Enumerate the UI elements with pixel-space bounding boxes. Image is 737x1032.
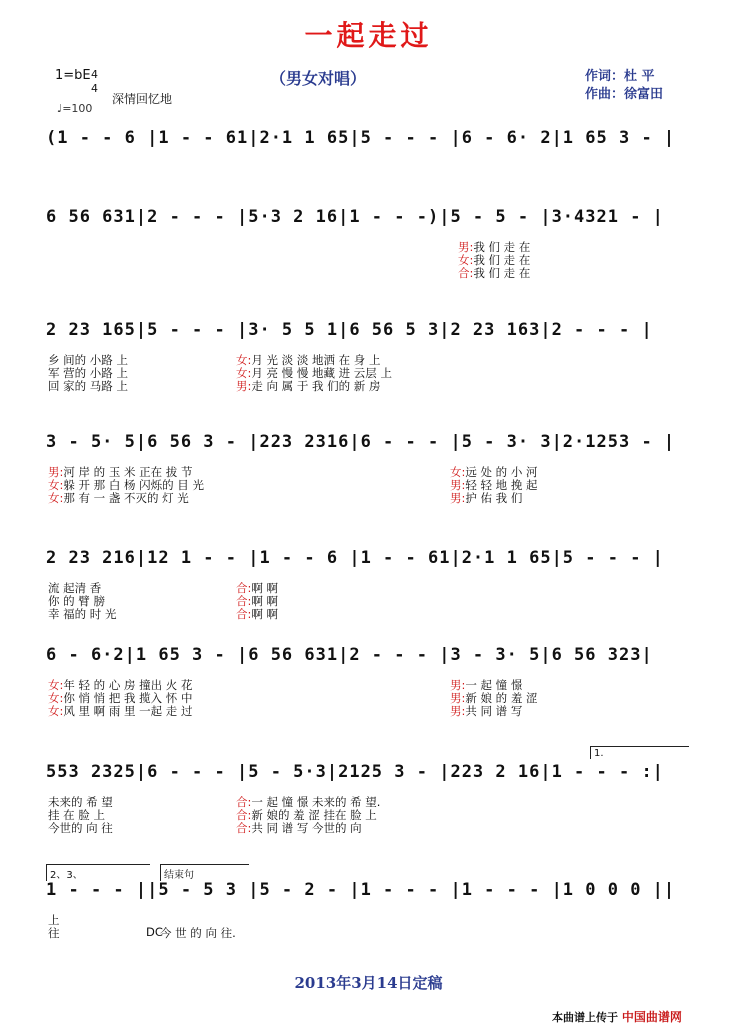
lyric-line [48, 490, 189, 506]
credits [585, 68, 663, 104]
lyric-text: 远 处 的 小 河 [465, 465, 538, 479]
singer-role: 合: [236, 607, 252, 621]
singer-role: 合: [236, 821, 252, 835]
time-signature [91, 68, 98, 96]
lyric-text: 风 里 啊 雨 里 一起 走 过 [63, 704, 193, 718]
singer-role: 女: [48, 478, 64, 492]
notation-line: (1 - - 6 |1 - - 61|2·1 1 65|5 - - - |6 - 6· 2|1 65 3 - | [46, 128, 676, 148]
singer-role: 合: [236, 795, 252, 809]
lyric-line-second [450, 703, 522, 719]
singer-role: 女: [236, 353, 252, 367]
lyric-text: 一 起 憧 憬 未来的 希 望. [251, 795, 381, 809]
da-capo-mark: DC [146, 925, 163, 939]
lyric-text: 上 [48, 913, 60, 927]
key-signature [55, 68, 98, 95]
lyric-text: 未来的 希 望 [48, 795, 113, 809]
score-system [0, 207, 737, 307]
singer-role: 女: [48, 691, 64, 705]
lyric-text: 年 轻 的 心 房 撞出 火 花 [63, 678, 193, 692]
score-system [0, 870, 737, 980]
lyric-text: 挂 在 脸 上 [48, 808, 105, 822]
key-note: bE [74, 68, 91, 83]
lyric-text: 你 悄 悄 把 我 揽入 怀 中 [63, 691, 193, 705]
singer-role: 女: [48, 678, 64, 692]
lyric-text: 啊 啊 [251, 594, 279, 608]
volta-bracket: 1. [590, 746, 689, 759]
notation-line: 553 2325|6 - - - |5 - 5·3|2125 3 - |223 2 16|1 - - - :| [46, 762, 664, 782]
footer-text: 本曲谱上传于 [552, 1011, 618, 1024]
score-system [0, 432, 737, 532]
score-system [0, 548, 737, 648]
lyric-line-second [450, 490, 522, 506]
notation-line: 1 - - - ||5 - 5 3 |5 - 2 - |1 - - - |1 - - - |1 0 0 0 || [46, 880, 676, 900]
lyric-text: 河 岸 的 玉 米 正在 拔 节 [63, 465, 193, 479]
lyric-line [458, 265, 530, 281]
lyric-text: 新 娘的 羞 涩 挂在 脸 上 [251, 808, 377, 822]
score-system [0, 748, 737, 862]
time-sig-top: 4 [91, 68, 98, 81]
score-system [0, 645, 737, 745]
lyric-line-second [236, 820, 362, 836]
footer [552, 1008, 682, 1025]
lyric-text: 我 们 走 在 [473, 266, 531, 280]
key-prefix: 1= [55, 68, 75, 83]
lyric-text: 啊 啊 [251, 607, 279, 621]
lyric-text: 月 亮 慢 慢 地藏 进 云层 上 [251, 366, 392, 380]
lyricist: 作词：杜 平 [585, 69, 655, 84]
singer-role: 女: [236, 366, 252, 380]
notation-line: 2 23 216|12 1 - - |1 - - 6 |1 - - 61|2·1 1 65|5 - - - | [46, 548, 664, 568]
time-sig-bottom: 4 [91, 82, 98, 95]
date-finalized: 2013年3月14日定稿 [294, 974, 443, 992]
lyric-text: 一 起 憧 憬 [465, 678, 523, 692]
singer-role: 合: [458, 266, 474, 280]
notation-line: 3 - 5· 5|6 56 3 - |223 2316|6 - - - |5 - 3· 3|2·1253 - | [46, 432, 676, 452]
lyric-text: 新 娘 的 羞 涩 [465, 691, 538, 705]
lyric-text: 流 起清 香 [48, 581, 102, 595]
tempo-marking: ♩=100 [57, 102, 93, 115]
lyric-text: 轻 轻 地 挽 起 [465, 478, 538, 492]
volta-bracket: 2、3、 [46, 864, 150, 881]
lyric-text: 军 营的 小路 上 [48, 366, 128, 380]
lyric-text: 躲 开 那 白 杨 闪烁的 目 光 [63, 478, 204, 492]
lyric-text: 幸 福的 时 光 [48, 607, 117, 621]
song-subtitle: （男女对唱） [270, 69, 367, 88]
lyric-text: 我 们 走 在 [473, 240, 531, 254]
lyric-text: 我 们 走 在 [473, 253, 531, 267]
singer-role: 男: [48, 465, 64, 479]
singer-role: 合: [236, 594, 252, 608]
lyric-line-second [160, 925, 236, 941]
lyric-line-second [236, 606, 278, 622]
singer-role: 男: [450, 491, 466, 505]
notation-line: 2 23 165|5 - - - |3· 5 5 1|6 56 5 3|2 23 163|2 - - - | [46, 320, 653, 340]
lyric-text: 今 世 的 向 往. [160, 926, 236, 940]
lyric-text: 共 同 谱 写 今世的 向 [251, 821, 362, 835]
notation-line: 6 - 6·2|1 65 3 - |6 56 631|2 - - - |3 - 3· 5|6 56 323| [46, 645, 653, 665]
singer-role: 男: [450, 704, 466, 718]
singer-role: 合: [236, 808, 252, 822]
singer-role: 男: [236, 379, 252, 393]
singer-role: 女: [48, 704, 64, 718]
lyric-text: 共 同 谱 写 [465, 704, 523, 718]
lyric-text: 你 的 臂 膀 [48, 594, 105, 608]
lyric-text: 今世的 向 往 [48, 821, 113, 835]
lyric-text: 那 有 一 盏 不灭的 灯 光 [63, 491, 189, 505]
lyric-line [48, 925, 60, 941]
site-logo: 中国曲谱网 [621, 1010, 682, 1024]
expression-marking: 深情回忆地 [112, 92, 173, 106]
singer-role: 女: [48, 491, 64, 505]
song-title: 一起走过 [304, 19, 433, 52]
score-system [0, 320, 737, 420]
lyric-text: 月 光 淡 淡 地洒 在 身 上 [251, 353, 381, 367]
singer-role: 男: [450, 691, 466, 705]
lyric-text: 啊 啊 [251, 581, 279, 595]
singer-role: 男: [458, 240, 474, 254]
singer-role: 女: [450, 465, 466, 479]
singer-role: 男: [450, 478, 466, 492]
notation-line: 6 56 631|2 - - - |5·3 2 16|1 - - -)|5 - 5 - |3·4321 - | [46, 207, 664, 227]
singer-role: 合: [236, 581, 252, 595]
lyric-text: 回 家的 马路 上 [48, 379, 128, 393]
lyric-line [48, 606, 116, 622]
lyric-line [48, 378, 128, 394]
lyric-text: 乡 间的 小路 上 [48, 353, 128, 367]
singer-role: 男: [450, 678, 466, 692]
lyric-text: 走 向 属 于 我 们的 新 房 [251, 379, 381, 393]
composer: 作曲：徐富田 [585, 87, 664, 102]
lyric-line [48, 820, 113, 836]
lyric-text: 往 [48, 926, 60, 940]
singer-role: 女: [458, 253, 474, 267]
lyric-line [48, 703, 192, 719]
lyric-text: 护 佑 我 们 [465, 491, 523, 505]
lyric-line-second [236, 378, 380, 394]
ending-label: 结束句 [160, 864, 249, 881]
